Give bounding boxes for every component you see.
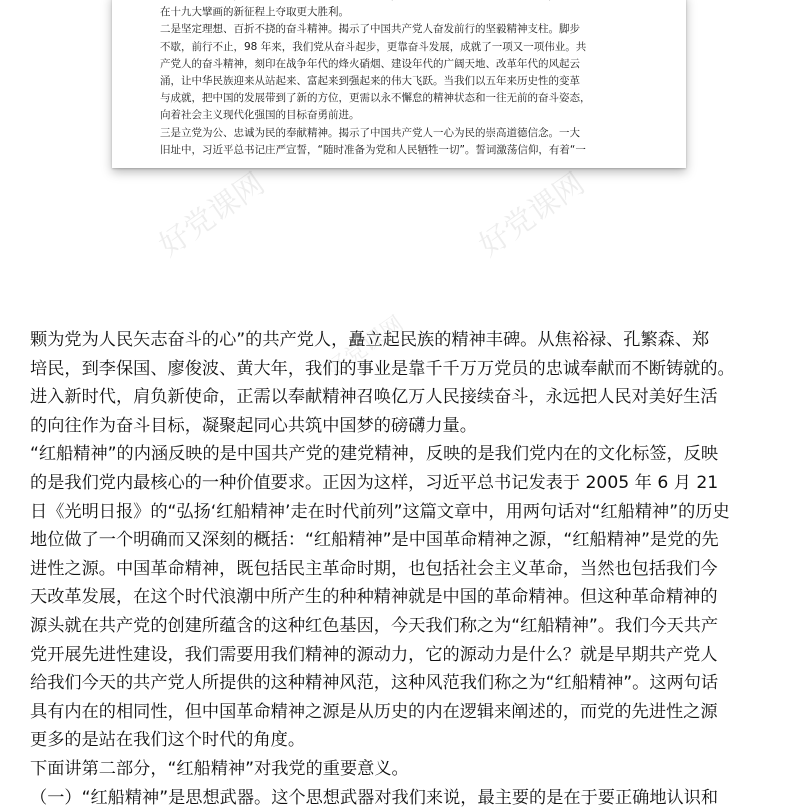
slide-text-line: 与成就，把中国的发展带到了新的方位，更需以永不懈怠的精神状态和一往无前的奋斗姿态， xyxy=(160,90,686,107)
body-text-line: 颗为党为人民矢志奋斗的心”的共产党人，矗立起民族的精神丰碑。从焦裕禄、孔繁森、郑 xyxy=(30,326,778,355)
body-text-line: 日《光明日报》的“弘扬‘红船精神’走在时代前列”这篇文章中，用两句话对“红船精神”的历史 xyxy=(30,498,778,527)
body-text-line: “红船精神”的内涵反映的是中国共产党的建党精神，反映的是我们党内在的文化标签，反映 xyxy=(30,440,778,469)
slide-text-line: 涌，让中华民族迎来从站起来、富起来到强起来的伟大飞跃。当我们以五年来历史性的变革 xyxy=(160,73,686,90)
watermark-text: 好党课网 xyxy=(468,160,592,265)
slide-text-line: 在十九大擘画的新征程上夺取更大胜利。 xyxy=(160,4,686,21)
watermark-text: 好党课网 xyxy=(148,160,272,265)
slide-text-line: 三是立党为公、忠诚为民的奉献精神。揭示了中国共产党人一心为民的崇高道德信念。一大 xyxy=(160,125,686,142)
body-text-line: 天改革发展，在这个时代浪潮中所产生的种种精神就是中国的革命精神。但这种革命精神的 xyxy=(30,583,778,612)
slide-text-line: 不歇，前行不止，98 年来，我们党从奋斗起步，更靠奋斗发展，成就了一项又一项伟业。共 xyxy=(160,39,686,56)
body-text-line: 的是我们党内最核心的一种价值要求。正因为这样，习近平总书记发表于 2005 年 6 月 21 xyxy=(30,469,778,498)
watermark-text: 好党课网 xyxy=(319,308,409,384)
body-text-line: 的向往作为奋斗目标，凝聚起同心共筑中国梦的磅礴力量。 xyxy=(30,412,778,441)
body-text-line: 进性之源。中国革命精神，既包括民主革命时期，也包括社会主义革命，当然也包括我们今 xyxy=(30,555,778,584)
body-text-line: 源头就在共产党的创建所蕴含的这种红色基因，今天我们称之为“红船精神”。我们今天共产 xyxy=(30,612,778,641)
body-text-line: 培民，到李保国、廖俊波、黄大年，我们的事业是靠千千万万党员的忠诚奉献而不断铸就的。 xyxy=(30,355,778,384)
body-text-line: 给我们今天的共产党人所提供的这种精神风范，这种风范我们称之为“红船精神”。这两句话 xyxy=(30,669,778,698)
slide-text-line: 产党人的奋斗精神，刻印在战争年代的烽火硝烟、建设年代的广阔天地、改革年代的风起云 xyxy=(160,56,686,73)
slide-screenshot-card xyxy=(112,0,686,168)
body-text-line: （一）“红船精神”是思想武器。这个思想武器对我们来说，最主要的是在于要正确地认识和 xyxy=(30,784,778,812)
slide-text-line: 二是坚定理想、百折不挠的奋斗精神。揭示了中国共产党人奋发前行的坚毅精神支柱。脚步 xyxy=(160,21,686,38)
body-text-line: 具有内在的相同性，但中国革命精神之源是从历史的内在逻辑来阐述的，而党的先进性之源 xyxy=(30,698,778,727)
slide-text-line: 旧址中，习近平总书记庄严宣誓，“随时准备为党和人民牺牲一切”。誓词激荡信仰，有着“一 xyxy=(160,142,686,159)
body-text-line: 党开展先进性建设，我们需要用我们精神的源动力，它的源动力是什么？就是早期共产党人 xyxy=(30,641,778,670)
slide-text-line: 向着社会主义现代化强国的目标奋勇前进。 xyxy=(160,107,686,124)
document-body xyxy=(30,326,778,812)
body-text-line: 地位做了一个明确而又深刻的概括：“红船精神”是中国革命精神之源，“红船精神”是党的先 xyxy=(30,526,778,555)
body-text-line: 进入新时代，肩负新使命，正需以奉献精神召唤亿万人民接续奋斗，永远把人民对美好生活 xyxy=(30,383,778,412)
body-text-line: 下面讲第二部分，“红船精神”对我党的重要意义。 xyxy=(30,755,778,784)
body-text-line: 更多的是站在我们这个时代的角度。 xyxy=(30,726,778,755)
